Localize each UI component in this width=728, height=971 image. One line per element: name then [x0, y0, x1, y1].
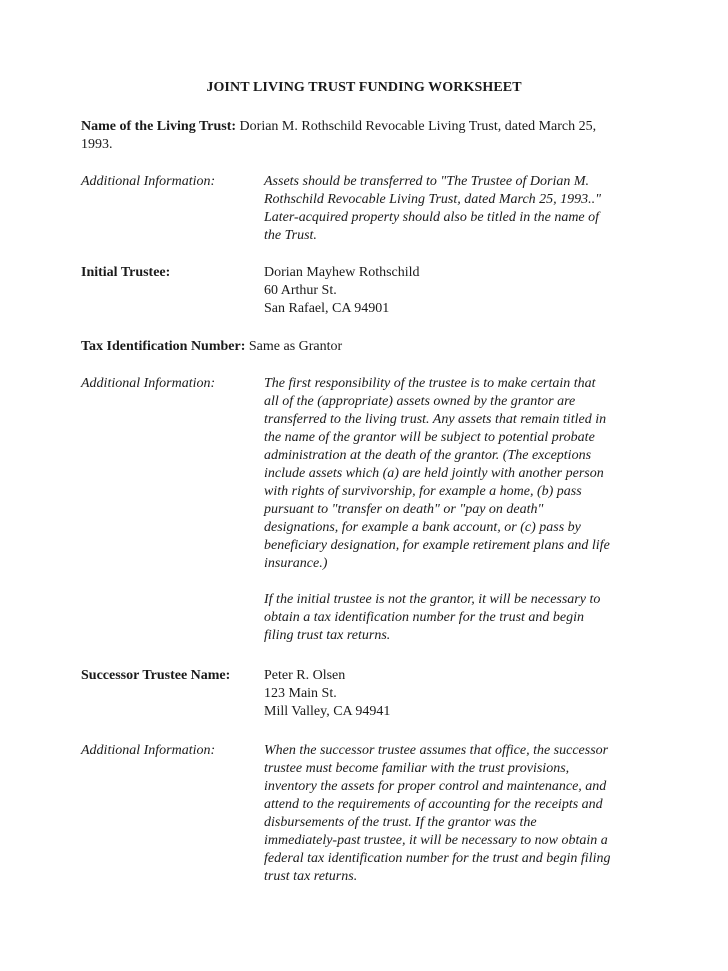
- text-line: If the initial trustee is not the grantor, it will be necessary to: [264, 592, 601, 607]
- text-line: attend to the requirements of accounting for the receipts and: [264, 797, 603, 812]
- initial-trustee-street: 60 Arthur St.: [264, 283, 337, 298]
- additional-info-2-label: Additional Information:: [81, 376, 216, 391]
- trust-name-value-cont: 1993.: [81, 137, 113, 152]
- successor-trustee-label: Successor Trustee Name:: [81, 668, 231, 683]
- additional-info-1-text: [264, 173, 639, 245]
- tax-id-label: Tax Identification Number:: [81, 339, 246, 354]
- text-line: transferred to the living trust. Any assets that remain titled in: [264, 412, 607, 427]
- text-line: When the successor trustee assumes that office, the successor: [264, 743, 609, 758]
- text-line: inventory the assets for proper control and maintenance, and: [264, 779, 607, 794]
- successor-trustee-city: Mill Valley, CA 94941: [264, 704, 391, 719]
- successor-trustee-street: 123 Main St.: [264, 686, 337, 701]
- text-line: immediately-past trustee, it will be necessary to now obtain a: [264, 833, 608, 848]
- additional-info-3-label: Additional Information:: [81, 743, 216, 758]
- text-line: Later-acquired property should also be titled in the name of: [264, 210, 600, 225]
- trust-name-label: Name of the Living Trust:: [81, 119, 237, 134]
- text-line: insurance.): [264, 556, 328, 571]
- successor-trustee-address: [264, 667, 639, 721]
- initial-trustee-label: Initial Trustee:: [81, 265, 171, 280]
- tax-id-value: Same as Grantor: [248, 339, 343, 354]
- text-line: Assets should be transferred to "The Trustee of Dorian M.: [264, 174, 590, 189]
- text-line: with rights of survivorship, for example a home, (b) pass: [264, 484, 582, 499]
- text-line: filing trust tax returns.: [264, 628, 391, 643]
- text-line: administration at the death of the grantor. (The exceptions: [264, 448, 592, 463]
- additional-info-3-text: [264, 742, 639, 886]
- paragraph-spacer: [264, 573, 639, 591]
- text-line: all of the (appropriate) assets owned by the grantor are: [264, 394, 576, 409]
- text-line: The first responsibility of the trustee is to make certain that: [264, 376, 596, 391]
- text-line: designations, for example a bank account, or (c) pass by: [264, 520, 581, 535]
- initial-trustee-city: San Rafael, CA 94901: [264, 301, 390, 316]
- trust-name-value: Dorian M. Rothschild Revocable Living Trust, dated March 25,: [239, 119, 597, 134]
- document-title: JOINT LIVING TRUST FUNDING WORKSHEET: [206, 80, 522, 95]
- text-line: pursuant to "transfer on death" or "pay on death": [264, 502, 544, 517]
- text-line: trustee must become familiar with the trust provisions,: [264, 761, 570, 776]
- additional-info-2-text: [264, 375, 639, 645]
- text-line: include assets which (a) are held jointly with another person: [264, 466, 604, 481]
- tax-id-section: [81, 338, 651, 356]
- text-line: federal tax identification number for the trust and begin filing: [264, 851, 611, 866]
- additional-info-1-label: Additional Information:: [81, 174, 216, 189]
- text-line: beneficiary designation, for example retirement plans and life: [264, 538, 610, 553]
- initial-trustee-name: Dorian Mayhew Rothschild: [264, 265, 420, 280]
- initial-trustee-address: [264, 264, 639, 318]
- text-line: the name of the grantor will be subject to potential probate: [264, 430, 595, 445]
- text-line: obtain a tax identification number for the trust and begin: [264, 610, 585, 625]
- text-line: trust tax returns.: [264, 869, 358, 884]
- trust-name-section: [81, 118, 651, 154]
- text-line: disbursements of the trust. If the grantor was the: [264, 815, 537, 830]
- successor-trustee-name: Peter R. Olsen: [264, 668, 346, 683]
- text-line: the Trust.: [264, 228, 317, 243]
- text-line: Rothschild Revocable Living Trust, dated March 25, 1993..": [264, 192, 602, 207]
